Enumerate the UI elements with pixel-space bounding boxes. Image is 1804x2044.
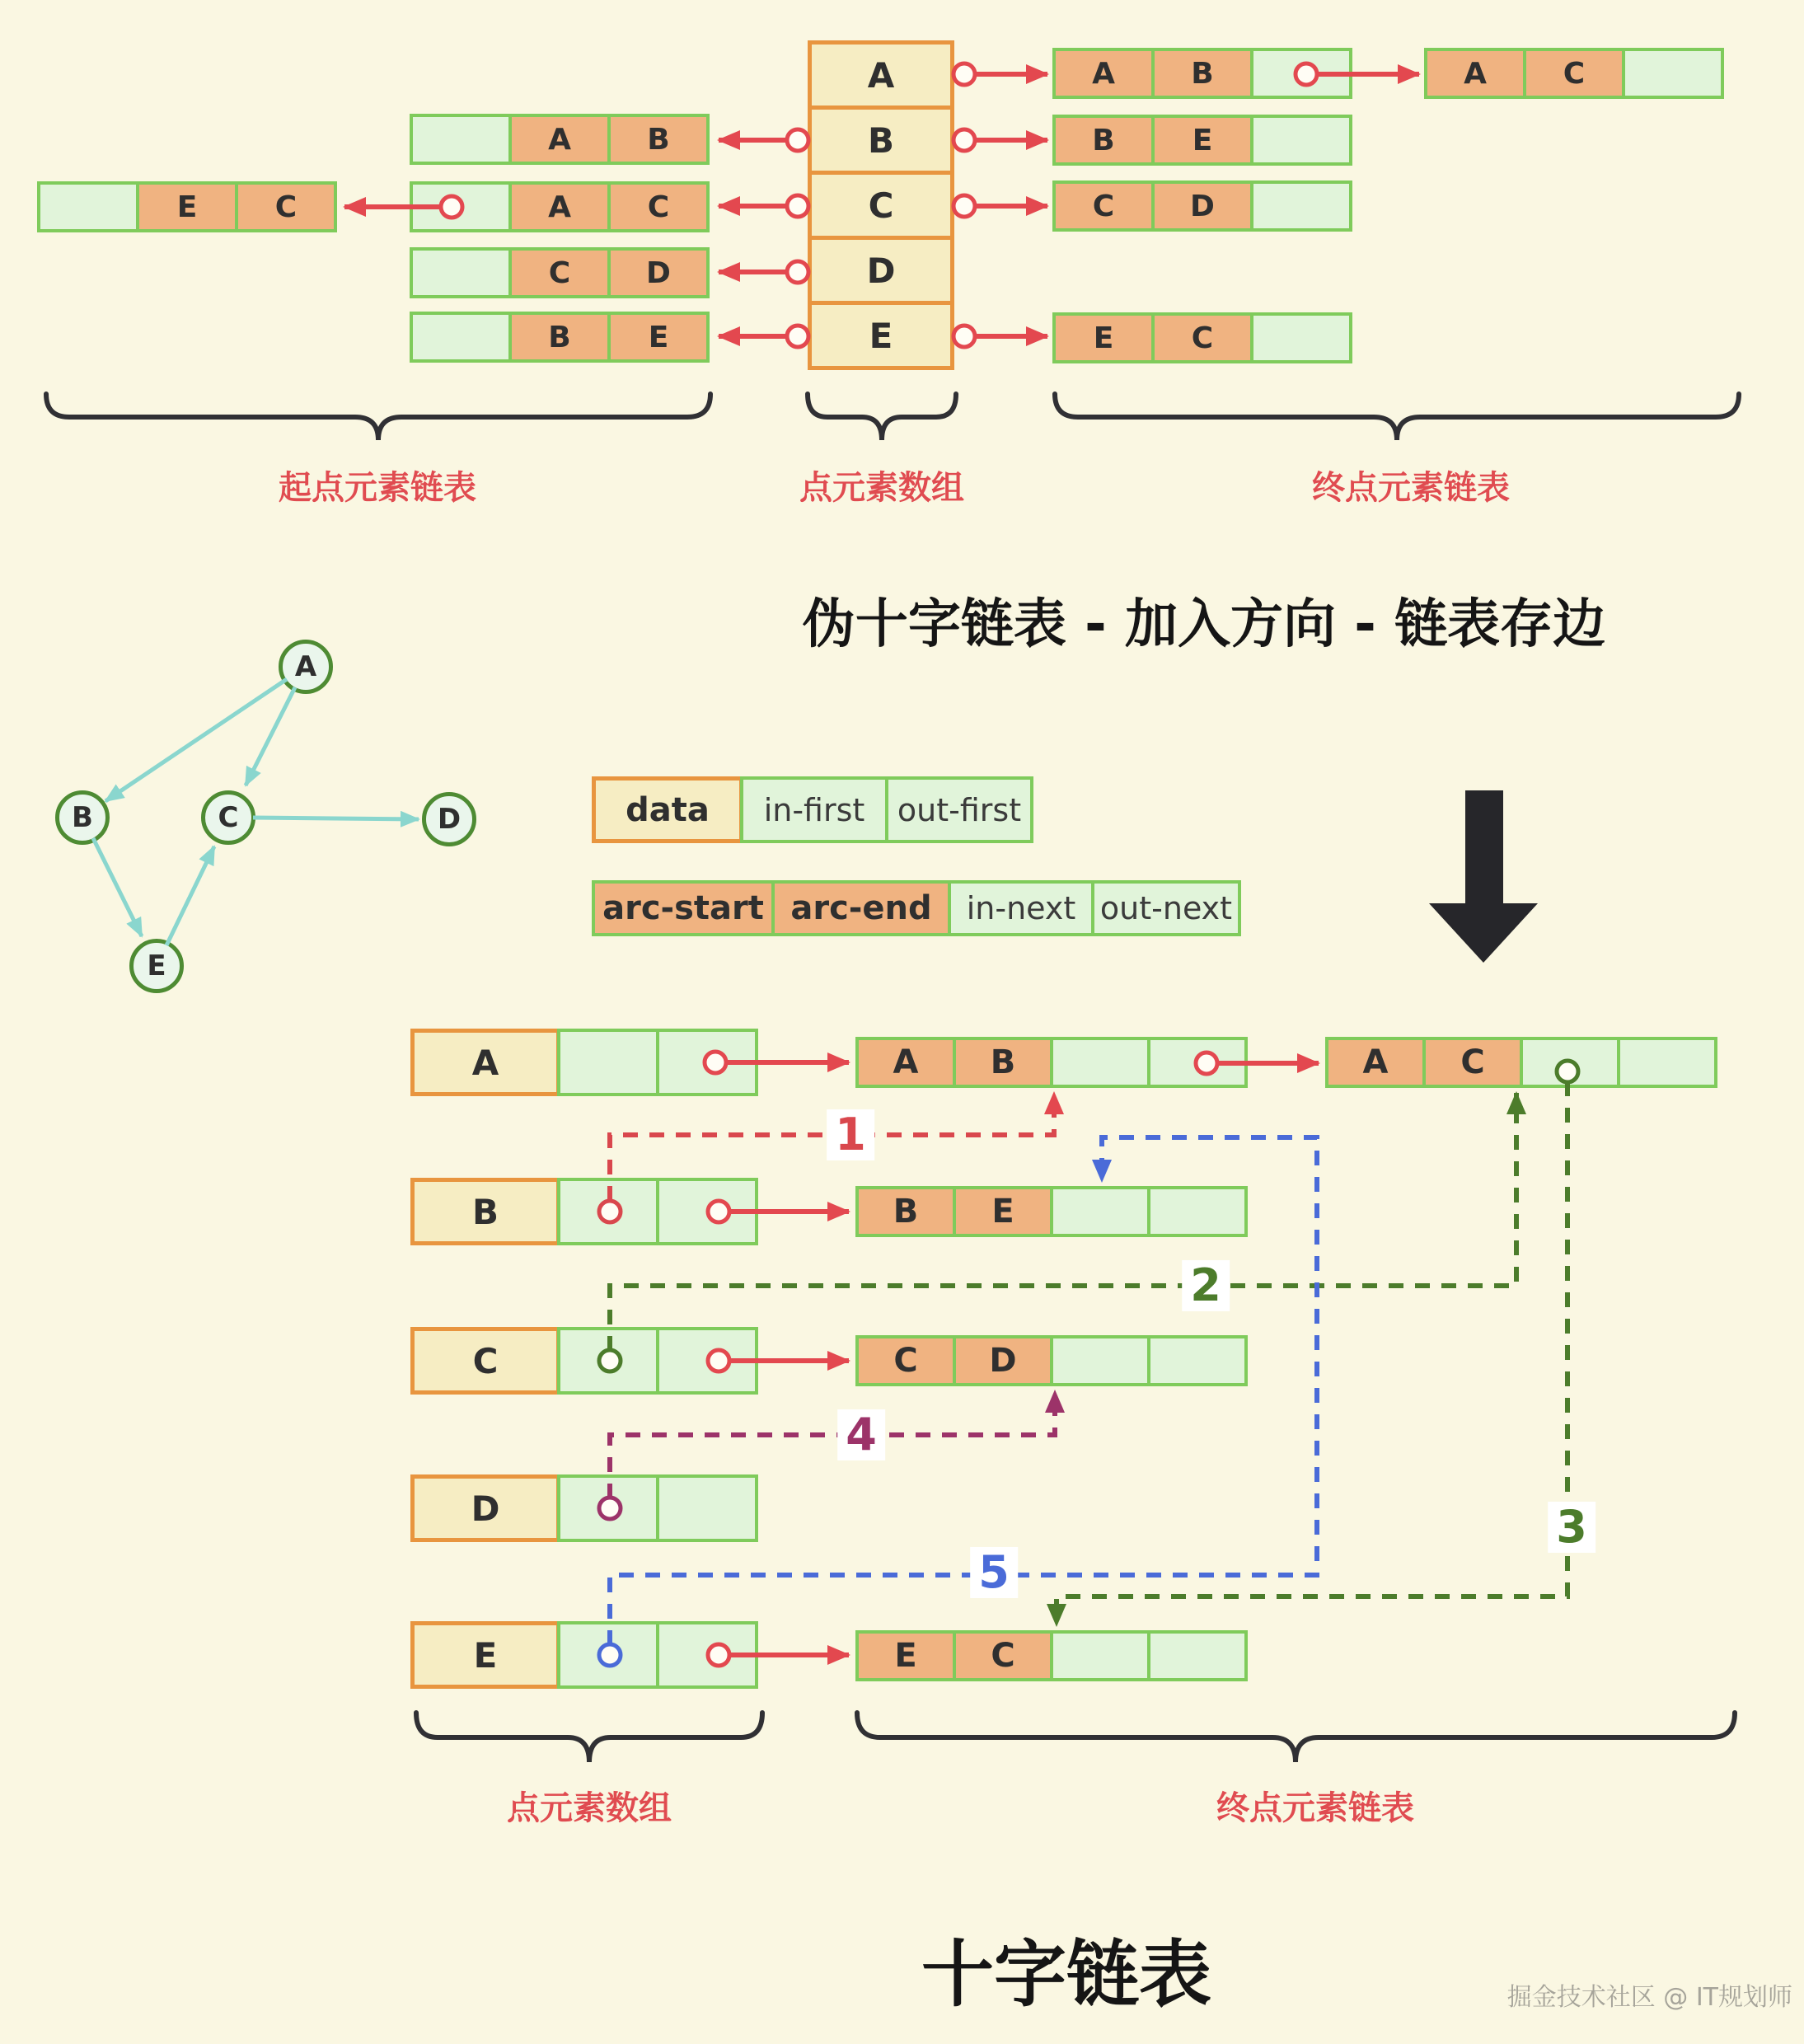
start-node-cd	[410, 247, 710, 298]
end-node-ab	[1052, 48, 1352, 99]
arc-end-cell: C	[235, 181, 337, 232]
arc-end-cell: D	[607, 247, 710, 298]
bottom-arc-ac	[1325, 1037, 1717, 1088]
pointer-cell	[1250, 48, 1352, 99]
arc-end-cell: C	[1151, 312, 1253, 363]
legend-out-first-cell: out-first	[885, 776, 1033, 843]
arc-start-cell: E	[1052, 312, 1155, 363]
arc-end-cell: B	[953, 1037, 1053, 1088]
array-cell-a: A	[808, 40, 954, 110]
out-first-cell	[656, 1621, 758, 1689]
arc-start-cell: A	[1052, 48, 1155, 99]
pointer-cell	[410, 312, 512, 363]
bottom-arc-ec	[855, 1630, 1248, 1681]
legend-arc-end-cell: arc-end	[771, 880, 951, 936]
data-cell: B	[410, 1178, 560, 1245]
array-cell-b: B	[808, 105, 954, 175]
arc-end-cell: D	[1151, 180, 1253, 232]
legend-data-cell: data	[592, 776, 743, 843]
in-first-cell	[557, 1029, 659, 1096]
step-label-5: 5	[970, 1547, 1018, 1598]
arc-start-cell: A	[508, 114, 611, 165]
bottom-vertex-d	[410, 1474, 758, 1542]
pointer-cell	[1622, 48, 1724, 99]
watermark: 掘金技术社区 @ IT规划师	[1506, 1983, 1792, 2012]
arc-start-cell: E	[855, 1630, 956, 1681]
array-cell-e: E	[808, 301, 954, 370]
label-bottom-end-list: 终点元素链表	[1216, 1789, 1414, 1827]
data-cell: D	[410, 1474, 560, 1542]
arc-start-cell: A	[508, 181, 611, 232]
pointer-cell	[1250, 180, 1352, 232]
data-cell: C	[410, 1327, 560, 1395]
end-node-ec	[1052, 312, 1352, 363]
start-node-ec	[37, 181, 337, 232]
pointer-cell	[410, 181, 512, 232]
arc-start-cell: A	[1424, 48, 1526, 99]
arc-end-cell: E	[607, 312, 710, 363]
arc-start-cell: B	[1052, 115, 1155, 166]
out-first-cell	[656, 1474, 758, 1542]
out-first-cell	[656, 1029, 758, 1096]
bottom-arc-ab	[855, 1037, 1248, 1088]
arc-start-cell: A	[855, 1037, 956, 1088]
out-next-cell	[1147, 1186, 1248, 1237]
legend-in-next-cell: in-next	[948, 880, 1094, 936]
out-next-cell	[1147, 1037, 1248, 1088]
arc-start-cell: B	[855, 1186, 956, 1237]
arc-end-cell: E	[953, 1186, 1053, 1237]
in-first-cell	[557, 1178, 659, 1245]
out-first-cell	[656, 1178, 758, 1245]
bottom-title: 十字链表	[921, 1932, 1211, 2017]
arc-end-cell: C	[1523, 48, 1625, 99]
label-end-list: 终点元素链表	[1312, 469, 1510, 507]
arc-start-cell: C	[1052, 180, 1155, 232]
vertex-array	[808, 40, 954, 370]
end-node-cd	[1052, 180, 1352, 232]
step-label-4: 4	[837, 1409, 885, 1460]
pointer-cell	[37, 181, 139, 232]
label-vertex-array: 点元素数组	[799, 469, 964, 507]
arc-end-cell: B	[1151, 48, 1253, 99]
graph-node-e: E	[129, 939, 184, 993]
in-first-cell	[557, 1327, 659, 1395]
arc-start-cell: A	[1325, 1037, 1426, 1088]
data-cell: E	[410, 1621, 560, 1689]
start-node-ab	[410, 114, 710, 165]
graph-node-a: A	[279, 640, 333, 694]
start-node-ac	[410, 181, 710, 232]
graph-node-c: C	[201, 790, 255, 845]
legend-arc-node	[592, 880, 1241, 936]
arc-end-cell: C	[953, 1630, 1053, 1681]
bottom-vertex-c	[410, 1327, 758, 1395]
arc-end-cell: D	[953, 1335, 1053, 1386]
arc-start-cell: E	[136, 181, 238, 232]
arc-end-cell: E	[1151, 115, 1253, 166]
pointer-cell	[1250, 115, 1352, 166]
middle-title: 伪十字链表 - 加入方向 - 链表存边	[802, 594, 1606, 655]
legend-vertex-node	[592, 776, 1033, 843]
data-cell: A	[410, 1029, 560, 1096]
array-cell-d: D	[808, 236, 954, 305]
label-bottom-vertex-array: 点元素数组	[507, 1789, 672, 1827]
in-next-cell	[1520, 1037, 1620, 1088]
in-next-cell	[1050, 1037, 1150, 1088]
out-next-cell	[1617, 1037, 1717, 1088]
arc-end-cell: C	[607, 181, 710, 232]
legend-arc-start-cell: arc-start	[592, 880, 775, 936]
out-first-cell	[656, 1327, 758, 1395]
pointer-cell	[1250, 312, 1352, 363]
end-node-ac	[1424, 48, 1724, 99]
bottom-vertex-b	[410, 1178, 758, 1245]
graph-node-d: D	[422, 792, 476, 846]
in-next-cell	[1050, 1335, 1150, 1386]
legend-in-first-cell: in-first	[740, 776, 888, 843]
legend-out-next-cell: out-next	[1091, 880, 1241, 936]
step-label-1: 1	[827, 1109, 874, 1160]
end-node-be	[1052, 115, 1352, 166]
array-cell-c: C	[808, 171, 954, 240]
pointer-cell	[410, 247, 512, 298]
bottom-arc-be	[855, 1186, 1248, 1237]
label-start-list: 起点元素链表	[279, 469, 476, 507]
step-label-3: 3	[1548, 1502, 1595, 1553]
pointer-cell	[410, 114, 512, 165]
graph-node-b: B	[55, 790, 110, 845]
arc-end-cell: B	[607, 114, 710, 165]
arc-start-cell: C	[508, 247, 611, 298]
bottom-arc-cd	[855, 1335, 1248, 1386]
arc-end-cell: C	[1422, 1037, 1523, 1088]
step-label-2: 2	[1182, 1260, 1230, 1311]
in-first-cell	[557, 1474, 659, 1542]
out-next-cell	[1147, 1335, 1248, 1386]
arc-start-cell: C	[855, 1335, 956, 1386]
in-next-cell	[1050, 1630, 1150, 1681]
out-next-cell	[1147, 1630, 1248, 1681]
in-first-cell	[557, 1621, 659, 1689]
in-next-cell	[1050, 1186, 1150, 1237]
bottom-vertex-a	[410, 1029, 758, 1096]
arc-start-cell: B	[508, 312, 611, 363]
start-node-be	[410, 312, 710, 363]
bottom-vertex-e	[410, 1621, 758, 1689]
